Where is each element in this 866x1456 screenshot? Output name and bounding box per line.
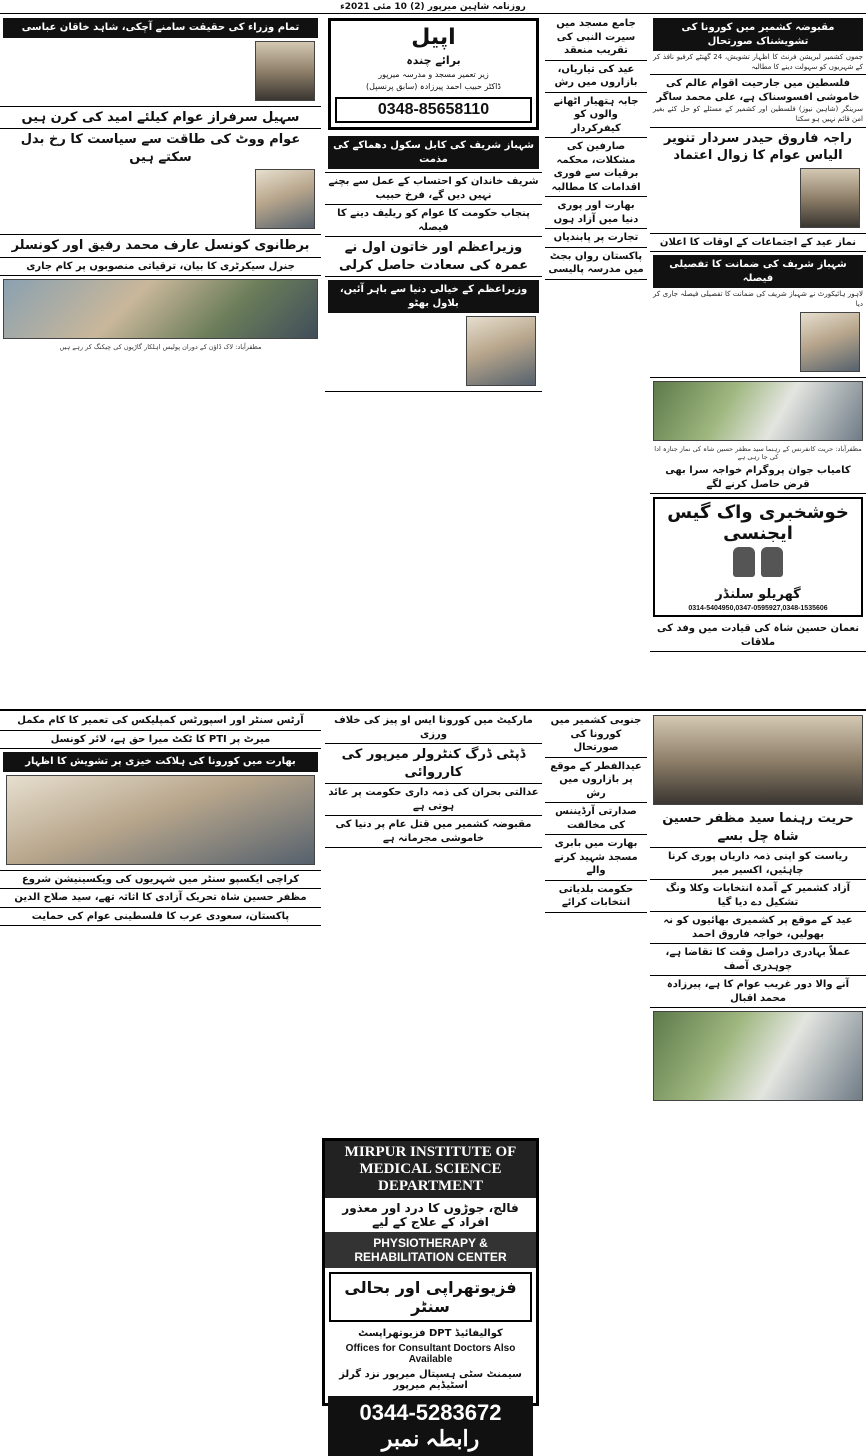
story (0, 107, 321, 130)
story-body: جموں کشمیر لبریشن فرنٹ کا اظہار تشویش، 24 گھنٹے کرفیو نافذ کر کے شہریوں کو سہولت دینے کا مطالبہ (653, 53, 863, 72)
appeal-ad (328, 18, 539, 130)
gas-agency-title (658, 502, 858, 544)
story (650, 234, 866, 253)
story (545, 712, 647, 758)
headline: نعمان حسین شاہ کی قیادت میں وفد کی ملاقات (657, 623, 859, 648)
gas-cylinder-icon (761, 547, 783, 577)
story (650, 128, 866, 234)
story (545, 61, 647, 93)
gas-agency-phones: 0314-5404950,0347-0595927,0348-1535606 (688, 605, 828, 613)
headline: میرٹ پر PTI کا ٹکٹ میرا حق ہے، لائر کونسل (50, 733, 271, 745)
headline: پاکستان، سعودی عرب کا فلسطینی عوام کی حمایت (31, 910, 290, 922)
story (325, 744, 542, 784)
headline: عدالتی بحران کی ذمہ داری حکومت پر عائد ہوتی ہے (328, 787, 539, 812)
headline: تجارت پر پابندیاں (553, 232, 639, 243)
headline: وزیراعظم کے خیالی دنیا سے باہر آئیں، بلاول بھٹو (328, 280, 539, 313)
story-body: سرینگر (شاہین نیوز) فلسطین اور کشمیر کے مسئلے کو حل کئے بغیر امن قائم نہیں ہو سکتا (653, 105, 863, 124)
meeting-photo (653, 715, 863, 805)
story (545, 758, 647, 804)
headline: تمام وزراء کی حقیقت سامنے آچکی، شاہد خاقان عباسی (3, 18, 318, 38)
police-checkpoint-photo (3, 279, 318, 339)
headline: سہیل سرفراز عوام کیلئے امید کی کرن ہیں (21, 109, 300, 125)
ad-address: سیمنٹ سٹی ہسپتال میرپور نزد گرلز اسٹیڈیم میرپور (339, 1369, 522, 1391)
story (0, 749, 321, 871)
headline: راجہ فاروق حیدر سردار تنویر الیاس عوام کا زوال اعتماد (663, 130, 853, 164)
ad-phone-label: رابطہ نمبر (381, 1426, 480, 1451)
group-photo (653, 1011, 863, 1101)
headline: وزیراعظم اور خاتون اول نے عمرہ کی سعادت حاصل کرلی (339, 240, 528, 273)
story (650, 15, 866, 75)
center-title-english: PHYSIOTHERAPY & REHABILITATION CENTER (325, 1232, 536, 1268)
headline: پاکستان رواں بجٹ میں مدرسہ پالیسی (548, 250, 644, 275)
story (545, 15, 647, 61)
portrait-photo (800, 312, 860, 372)
portrait-photo (255, 41, 315, 101)
story (650, 912, 866, 944)
gas-cylinder-icon (733, 547, 755, 577)
headline: شریف خاندان کو احتساب کے عمل سے بچنے نہیں دیں گے، فرخ حبیب (328, 176, 539, 201)
headline: برطانوی کونسل عارف محمد رفیق اور کونسلر (11, 238, 310, 254)
appeal-contact: ڈاکٹر حبیب احمد پیرزادہ (سابق پرنسپل) (366, 82, 501, 91)
headline: صارفین کی مشکلات، محکمہ برقیات سے فوری اقدامات کا مطالبہ (551, 141, 641, 193)
story (0, 889, 321, 908)
headline: فلسطین میں جارحیت اقوام عالم کی خاموشی افسوسناک ہے، علی محمد ساگر (656, 78, 860, 103)
consultant-offices: Offices for Consultant Doctors Also Available (345, 1343, 516, 1365)
appeal-text: زیر تعمیر مسجد و مدرسہ میرپور (378, 70, 489, 79)
story (0, 235, 321, 258)
physiotherapy-ad (322, 1138, 539, 1451)
headline: جنرل سیکرٹری کا بیان، ترقیاتی منصوبوں پر کام جاری (26, 260, 295, 272)
photo-caption: مظفرآباد: حریت کانفرنس کے رہنما سید مظفر حسین شاہ کی نماز جنازہ ادا کی جا رہی ہے (654, 445, 862, 462)
headline: حکومت بلدیاتی انتخابات کرائے (558, 883, 634, 908)
column-3 (325, 15, 542, 707)
story (545, 229, 647, 248)
story (0, 908, 321, 927)
headline: جنوبی کشمیر میں کورونا کی صورتحال (550, 715, 642, 753)
story (545, 197, 647, 229)
story (325, 133, 542, 173)
headline: حریت رہنما سید مظفر حسین شاہ چل بسے (662, 811, 854, 844)
headline: بھارت میں کورونا کی ہلاکت خیزی پر تشویش کا اظہار (3, 752, 318, 772)
headline: بھارت اور پوری دنیا میں آزاد ہوں (553, 200, 639, 225)
story (545, 803, 647, 835)
story (545, 881, 647, 913)
lower-column-4 (0, 712, 321, 1411)
gas-agency-tag: خوشخبری (758, 502, 849, 524)
story (325, 816, 542, 848)
gas-agency-ad (653, 497, 863, 617)
institute-title: MIRPUR INSTITUTE OF MEDICAL SCIENCE DEPARTMENT (325, 1141, 536, 1198)
story (650, 252, 866, 378)
headline: عوام ووٹ کی طاقت سے سیاست کا رخ بدل سکتے ہیں (20, 132, 301, 165)
headline: جامع مسجد میں سیرت النبی کی تقریب منعقد (556, 18, 636, 56)
headline: مقبوضہ کشمیر میں کورونا کی تشویشناک صورتحال (653, 18, 863, 51)
portrait-photo (255, 169, 315, 229)
headline: نماز عید کے اجتماعات کے اوقات کا اعلان (659, 236, 857, 248)
lower-column-2 (545, 712, 647, 1411)
story (325, 784, 542, 816)
story (325, 173, 542, 205)
headline: جابہ ہتھیار اٹھانے والوں کو کیفرکردار (553, 95, 639, 134)
story (325, 712, 542, 744)
column-4 (0, 15, 321, 707)
headline: بھارت میں بابری مسجد شہید کرنے والے (554, 838, 638, 876)
appeal-subtitle: برائے چندہ (406, 54, 461, 67)
headline: مارکیٹ میں کورونا ایس او پیز کی خلاف ورزی (334, 715, 533, 740)
headline: پنجاب حکومت کا عوام کو ریلیف دینے کا فیصلہ (337, 208, 530, 233)
story (325, 205, 542, 237)
headline: عملاً بہادری دراصل وقت کا تقاضا ہے، چوہدری آصف (665, 947, 851, 972)
headline: مظفر حسین شاہ تحریک آزادی کا اثاثہ تھے، سید صلاح الدین (14, 892, 307, 903)
story (0, 712, 321, 731)
story (650, 808, 866, 848)
portrait-photo (800, 168, 860, 228)
headline: کراچی ایکسپو سنٹر میں شہریوں کی ویکسینیشن شروع (21, 873, 300, 885)
story (545, 835, 647, 881)
story-body: لاہور ہائیکورٹ نے شہباز شریف کی ضمانت کا تفصیلی فیصلہ جاری کر دیا (653, 290, 863, 309)
headline: عید کے موقع پر کشمیری بھائیوں کو نہ بھولیں، خواجہ فاروق احمد (663, 915, 853, 940)
appeal-phone: 0348-85658110 (335, 97, 532, 123)
treatment-line: فالج، جوڑوں کا درد اور معذور افراد کے علاج کے لیے (342, 1201, 519, 1229)
photo-caption: مظفرآباد: لاک ڈاؤن کے دوران پولیس اہلکار گاڑیوں کی چیکنگ کر رہے ہیں (59, 343, 262, 352)
appeal-title: اپیل (411, 25, 456, 50)
story (650, 848, 866, 880)
story (650, 944, 866, 976)
lower-column-1 (650, 712, 866, 1411)
story (545, 248, 647, 280)
qualified-therapist: کوالیفائیڈ DPT فزیوتھراپسٹ (358, 1328, 503, 1339)
story (650, 75, 866, 127)
story (545, 138, 647, 197)
headline: صدارتی آرڈیننس کی مخالفت (555, 806, 637, 831)
headline: مقبوضہ کشمیر میں قتل عام پر دنیا کی خاموشی مجرمانہ ہے (335, 819, 532, 844)
story (0, 871, 321, 890)
column-2 (545, 15, 647, 707)
headline: آرٹس سنٹر اور اسپورٹس کمپلیکس کی تعمیر کا کام مکمل (17, 715, 304, 726)
headline: کامیاب جوان پروگرام خواجہ سرا بھی قرض حاصل کرنے لگے (665, 465, 851, 490)
story (650, 462, 866, 494)
column-1 (650, 15, 866, 707)
story (0, 731, 321, 750)
headline: آنے والا دور غریب عوام کا ہے، پیرزادہ محمد اقبال (666, 979, 850, 1004)
bilawal-photo (466, 316, 536, 386)
story (0, 129, 321, 235)
center-title-urdu: فزیوتھراپی اور بحالی سنٹر (329, 1272, 532, 1322)
headline: آزاد کشمیر کے آمدہ انتخابات وکلا ونگ تشکیل دے دیا گیا (665, 883, 851, 908)
ad-phone-number: 0344-5283672 (359, 1400, 502, 1425)
headline: ڈپٹی ڈرگ کنٹرولر میرپور کی کارروائی (341, 747, 526, 780)
story (650, 620, 866, 652)
story (325, 237, 542, 277)
story (0, 15, 321, 107)
ad-phone (328, 1396, 533, 1456)
story (545, 93, 647, 139)
headline: ریاست کو اپنی ذمہ داریاں پوری کرنا چاہئیں، اکسیر میر (667, 851, 849, 876)
gas-agency-product: گھریلو سلنڈر (715, 587, 801, 603)
gas-agency-name: واک گیس ایجنسی (667, 502, 793, 545)
story (650, 976, 866, 1008)
headline: عید کی تیاریاں، بازاروں میں رش (554, 63, 638, 88)
headline: شہباز شریف کی ضمانت کا تفصیلی فیصلہ (653, 255, 863, 288)
funeral-photo (653, 381, 863, 441)
headline: عیدالفطر کے موقع پر بازاروں میں رش (550, 760, 642, 799)
story (0, 258, 321, 277)
masthead: روزنامہ شاہین میرپور (2) 10 مئی 2021ء (0, 0, 866, 14)
headline: شہباز شریف کی کابل سکول دھماکے کی مذمت (328, 136, 539, 169)
sit-in-photo (6, 775, 315, 865)
story (325, 277, 542, 392)
story (650, 880, 866, 912)
section-divider (0, 709, 866, 711)
